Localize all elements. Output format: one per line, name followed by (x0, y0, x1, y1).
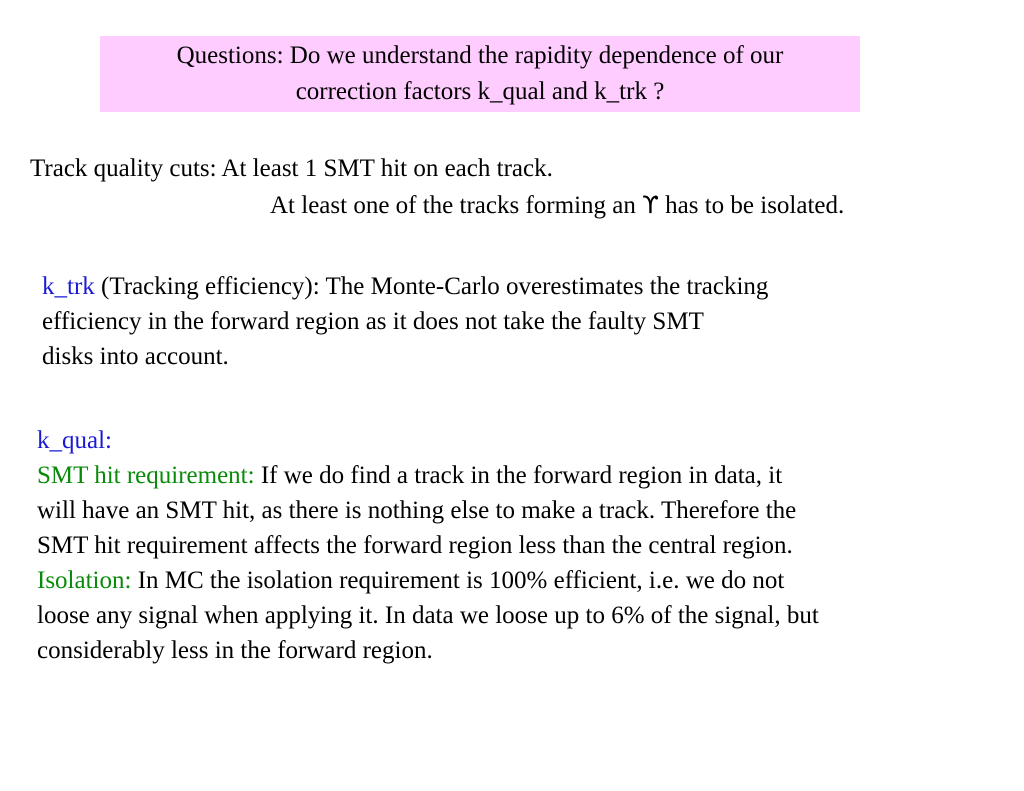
smt-line-1-text: If we do find a track in the forward region in data, it (254, 462, 783, 489)
ktrk-paragraph (42, 269, 1002, 374)
ktrk-line-2: efficiency in the forward region as it does not take the faulty SMT (42, 308, 704, 335)
ktrk-line-1 (42, 269, 1002, 304)
smt-line-3: SMT hit requirement affects the forward region less than the central region. (37, 532, 793, 559)
questions-line-2: correction factors k_qual and k_trk ? (295, 78, 665, 105)
questions-box (100, 36, 860, 112)
upsilon-symbol: ϒ (642, 191, 659, 219)
ktrk-line-3: disks into account. (42, 343, 229, 370)
track-quality-cuts (30, 151, 844, 224)
smt-hit-requirement-label: SMT hit requirement: (37, 462, 255, 489)
isolation-line-1-text: In MC the isolation requirement is 100% efficient, i.e. we do not (131, 567, 785, 594)
isolation-label: Isolation: (37, 567, 132, 594)
isolation-line-2: loose any signal when applying it. In data we loose up to 6% of the signal, but (37, 602, 819, 629)
cuts-line-2-end: has to be isolated. (658, 192, 845, 219)
isolation-line-1 (37, 563, 1022, 598)
cuts-line-1: Track quality cuts: At least 1 SMT hit on each track. (30, 155, 553, 182)
cuts-line-2 (30, 187, 844, 224)
smt-line-2: will have an SMT hit, as there is nothing else to make a track. Therefore the (37, 497, 797, 524)
questions-line-1: Questions: Do we understand the rapidity dependence of our (176, 42, 784, 69)
ktrk-line-1-text: (Tracking efficiency): The Monte-Carlo overestimates the tracking (94, 273, 769, 300)
smt-line-1 (37, 458, 1022, 493)
cuts-line-2-start: At least one of the tracks forming an (270, 192, 643, 219)
isolation-line-3: considerably less in the forward region. (37, 637, 433, 664)
kqual-paragraph (37, 423, 1022, 668)
ktrk-label: k_trk (42, 273, 95, 300)
kqual-label: k_qual: (37, 427, 112, 454)
